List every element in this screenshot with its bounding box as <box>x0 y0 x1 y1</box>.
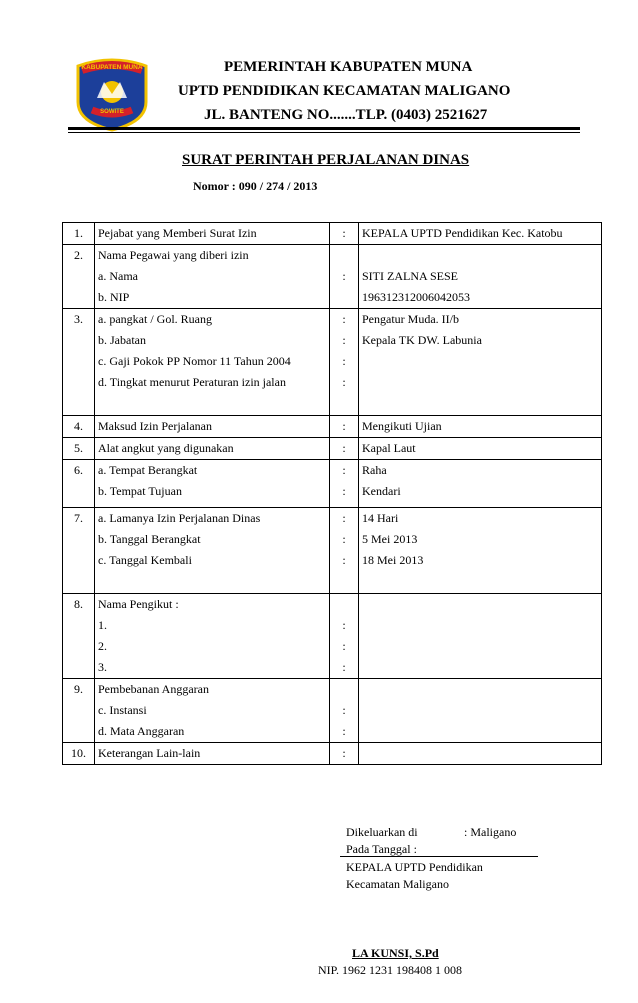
row-number <box>63 460 95 508</box>
row-colon-line: : <box>342 269 346 283</box>
row-value-line: 18 Mei 2013 <box>362 553 424 567</box>
table-row <box>63 679 602 743</box>
row-label-line: d. Tingkat menurut Peraturan izin jalan <box>98 375 286 389</box>
row-label-line: 2. <box>98 639 107 653</box>
row-colon-line: : <box>342 724 346 738</box>
row-colon <box>330 679 359 743</box>
row-colon-line: : <box>342 660 346 674</box>
row-label-line: b. Tempat Tujuan <box>98 484 182 498</box>
row-label-line: b. Tanggal Berangkat <box>98 532 201 546</box>
row-colon <box>330 508 359 594</box>
row-label <box>95 594 330 679</box>
row-value <box>359 460 602 508</box>
row-value-line: 196312312006042053 <box>362 290 470 304</box>
row-value-line <box>359 615 601 636</box>
row-value-line <box>359 636 601 657</box>
row-colon-line: : <box>342 226 346 240</box>
row-value-line: 5 Mei 2013 <box>362 532 418 546</box>
row-number <box>63 743 95 765</box>
row-colon <box>330 309 359 416</box>
row-value-line: Pengatur Muda. II/b <box>362 312 459 326</box>
row-colon-line: : <box>342 333 346 347</box>
row-label <box>95 679 330 743</box>
row-label-line: b. Jabatan <box>98 333 146 347</box>
row-label-line: 1. <box>98 618 107 632</box>
row-colon-line: : <box>342 441 346 455</box>
row-value-line: KEPALA UPTD Pendidikan Kec. Katobu <box>362 226 563 240</box>
row-label-line: c. Instansi <box>98 703 147 717</box>
row-number-text: 7. <box>74 511 83 525</box>
travel-order-table <box>62 222 602 765</box>
row-number-text: 3. <box>74 312 83 326</box>
svg-text:KABUPATEN MUNA: KABUPATEN MUNA <box>81 64 143 71</box>
row-value <box>359 223 602 245</box>
position-line-1: KEPALA UPTD Pendidikan <box>346 860 483 874</box>
row-label-line: d. Mata Anggaran <box>98 724 185 738</box>
row-colon-line: : <box>342 553 346 567</box>
issued-at-value: : Maligano <box>464 825 517 839</box>
row-value-line: Kepala TK DW. Labunia <box>362 333 482 347</box>
row-label-line: a. pangkat / Gol. Ruang <box>98 312 212 326</box>
row-label <box>95 245 330 309</box>
row-colon <box>330 245 359 309</box>
row-number <box>63 508 95 594</box>
row-colon <box>330 594 359 679</box>
row-value-line <box>359 700 601 721</box>
row-colon <box>330 223 359 245</box>
row-label <box>95 743 330 765</box>
row-value-line <box>359 372 601 393</box>
row-colon <box>330 743 359 765</box>
row-value <box>359 508 602 594</box>
row-value <box>359 594 602 679</box>
row-number-text: 6. <box>74 463 83 477</box>
row-label-line: a. Tempat Berangkat <box>98 463 198 477</box>
row-number-text: 9. <box>74 682 83 696</box>
header-line-3: JL. BANTENG NO.......TLP. (0403) 2521627 <box>204 107 488 123</box>
row-number <box>63 223 95 245</box>
row-colon-line: : <box>342 746 346 760</box>
table-row <box>63 743 602 765</box>
row-number <box>63 438 95 460</box>
row-label <box>95 309 330 416</box>
header-rule-thick <box>68 127 580 130</box>
row-value <box>359 679 602 743</box>
document-number: Nomor : 090 / 274 / 2013 <box>193 179 318 193</box>
issued-at-label: Dikeluarkan di <box>346 825 418 839</box>
signature-rule <box>340 856 538 857</box>
row-label-line: 3. <box>98 660 107 674</box>
row-value-line <box>359 743 601 764</box>
row-value-line <box>359 679 601 700</box>
row-label <box>95 416 330 438</box>
row-value-line: Kendari <box>362 484 401 498</box>
svg-text:SOWITE: SOWITE <box>100 109 124 115</box>
row-value-line <box>359 657 601 678</box>
row-colon-line <box>330 245 358 266</box>
row-number <box>63 245 95 309</box>
row-number <box>63 416 95 438</box>
table-row <box>63 594 602 679</box>
row-value-line: SITI ZALNA SESE <box>362 269 458 283</box>
row-value-line <box>359 594 601 615</box>
header-line-2: UPTD PENDIDIKAN KECAMATAN MALIGANO <box>178 83 511 99</box>
row-colon-line: : <box>342 375 346 389</box>
row-label-line: Nama Pegawai yang diberi izin <box>98 248 249 262</box>
table-row <box>63 438 602 460</box>
row-colon-line <box>330 594 358 615</box>
row-label-line: Pejabat yang Memberi Surat Izin <box>98 226 257 240</box>
row-colon-line <box>330 679 358 700</box>
date-label: Pada Tanggal : <box>346 842 417 856</box>
row-label-line: a. Lamanya Izin Perjalanan Dinas <box>98 511 261 525</box>
row-value-line: Kapal Laut <box>362 441 416 455</box>
row-label-line: Nama Pengikut : <box>98 597 179 611</box>
row-colon-line: : <box>342 511 346 525</box>
row-value-line <box>359 721 601 742</box>
row-value-line: 14 Hari <box>362 511 399 525</box>
header-rule-thin <box>68 132 580 133</box>
row-colon-line: : <box>342 703 346 717</box>
row-value-line: Mengikuti Ujian <box>362 419 442 433</box>
row-number-text: 10. <box>71 746 86 760</box>
row-number <box>63 309 95 416</box>
row-colon-line: : <box>342 463 346 477</box>
position-line-2: Kecamatan Maligano <box>346 877 449 891</box>
row-label-line: a. Nama <box>98 269 138 283</box>
row-value-line <box>359 245 601 266</box>
row-value-line <box>359 351 601 372</box>
table-row <box>63 245 602 309</box>
signatory-name: LA KUNSI, S.Pd <box>352 946 439 960</box>
row-value <box>359 438 602 460</box>
row-colon-line: : <box>342 419 346 433</box>
row-number-text: 2. <box>74 248 83 262</box>
row-label <box>95 223 330 245</box>
row-number <box>63 594 95 679</box>
row-label <box>95 508 330 594</box>
row-label-line: Maksud Izin Perjalanan <box>98 419 212 433</box>
row-value <box>359 416 602 438</box>
row-label-line: b. NIP <box>98 290 130 304</box>
row-value-line: Raha <box>362 463 387 477</box>
document-title: SURAT PERINTAH PERJALANAN DINAS <box>182 152 470 168</box>
row-colon <box>330 416 359 438</box>
row-colon <box>330 438 359 460</box>
row-colon-line: : <box>342 484 346 498</box>
table-row <box>63 416 602 438</box>
row-label-line: c. Gaji Pokok PP Nomor 11 Tahun 2004 <box>98 354 291 368</box>
row-label-line: c. Tanggal Kembali <box>98 553 192 567</box>
row-value <box>359 309 602 416</box>
row-label <box>95 438 330 460</box>
signatory-nip: NIP. 1962 1231 198408 1 008 <box>318 963 463 977</box>
row-number-text: 4. <box>74 419 83 433</box>
row-colon-line: : <box>342 354 346 368</box>
row-number-text: 8. <box>74 597 83 611</box>
row-label-line: Pembebanan Anggaran <box>98 682 209 696</box>
table-row <box>63 508 602 594</box>
row-colon-line <box>330 287 358 308</box>
row-value <box>359 245 602 309</box>
row-colon-line: : <box>342 312 346 326</box>
header-line-1: PEMERINTAH KABUPATEN MUNA <box>224 59 473 75</box>
table-row <box>63 460 602 508</box>
row-colon-line: : <box>342 618 346 632</box>
row-label <box>95 460 330 508</box>
row-label-line: Alat angkut yang digunakan <box>98 441 234 455</box>
kabupaten-muna-emblem-icon <box>72 52 152 132</box>
row-colon-line: : <box>342 532 346 546</box>
row-colon <box>330 460 359 508</box>
row-value <box>359 743 602 765</box>
row-number-text: 5. <box>74 441 83 455</box>
row-number-text: 1. <box>74 226 83 240</box>
row-colon-line: : <box>342 639 346 653</box>
row-number <box>63 679 95 743</box>
table-row <box>63 223 602 245</box>
table-row <box>63 309 602 416</box>
row-label-line: Keterangan Lain-lain <box>98 746 201 760</box>
